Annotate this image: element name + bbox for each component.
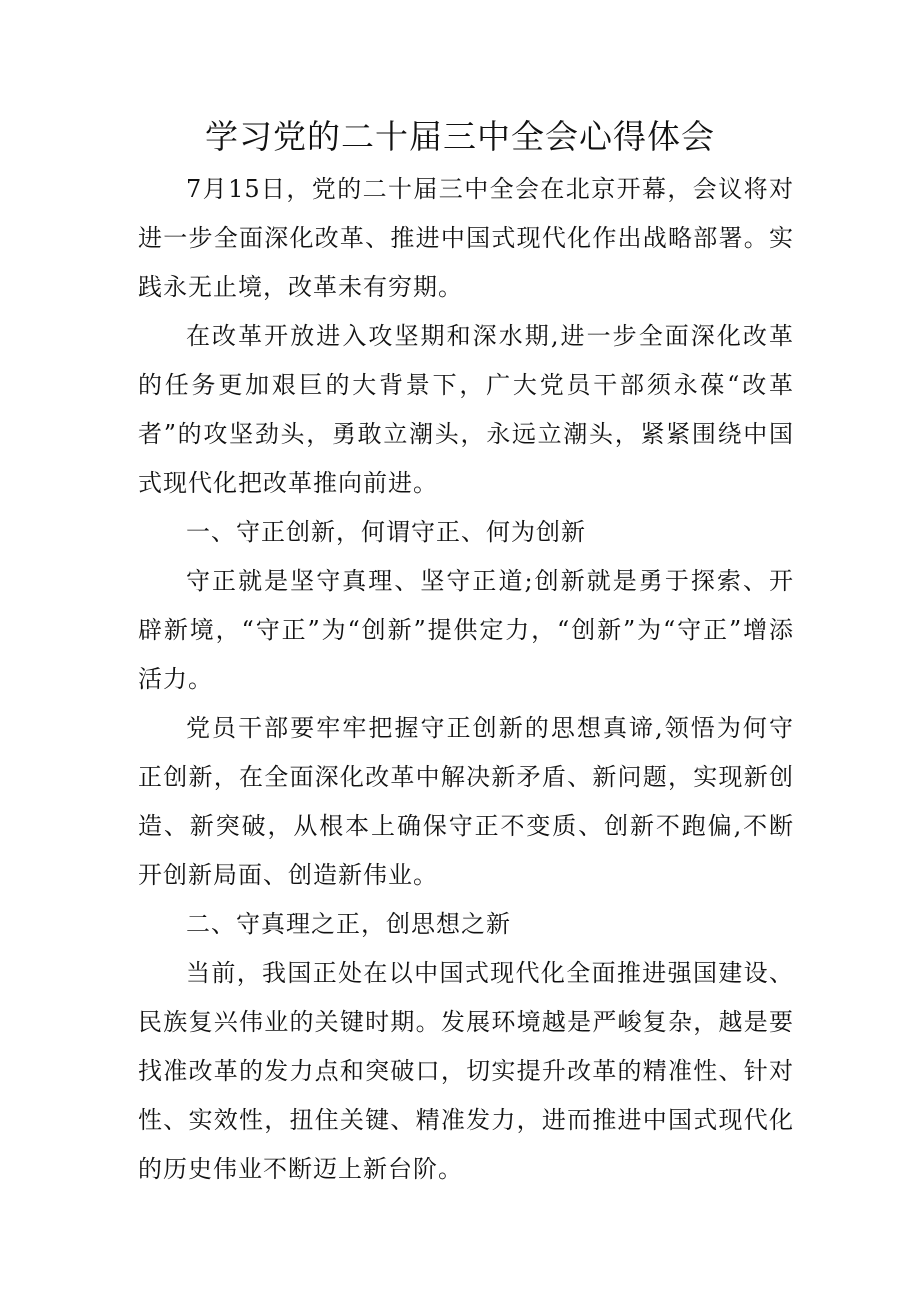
- document-body: [138, 165, 794, 1194]
- paragraph-intro: 7月15日，党的二十届三中全会在北京开幕，会议将对进一步全面深化改革、推进中国式现代化作出战略部署。实践永无止境，改革未有穷期。: [138, 175, 794, 301]
- section-heading-2: 二、守真理之正，创思想之新: [186, 910, 511, 938]
- paragraph-background: 在改革开放进入攻坚期和深水期,进一步全面深化改革的任务更加艰巨的大背景下，广大党员干部须永葆“改革者”的攻坚劲头，勇敢立潮头，永远立潮头，紧紧围绕中国式现代化把改革推向前进。: [138, 322, 794, 497]
- paragraph-current: 当前，我国正处在以中国式现代化全面推进强国建设、民族复兴伟业的关键时期。发展环境越是严峻复杂，越是要找准改革的发力点和突破口，切实提升改革的精准性、针对性、实效性，扭住关键、精准发力，进而推进中国式现代化的历史伟业不断迈上新台阶。: [138, 959, 794, 1183]
- document-title: 学习党的二十届三中全会心得体会: [205, 117, 715, 156]
- paragraph-definition: 守正就是坚守真理、坚守正道;创新就是勇于探索、开辟新境，“守正”为“创新”提供定力，“创新”为“守正”增添活力。: [138, 567, 794, 693]
- paragraph-cadres: 党员干部要牢牢把握守正创新的思想真谛,领悟为何守正创新，在全面深化改革中解决新矛盾、新问题，实现新创造、新突破，从根本上确保守正不变质、创新不跑偏,不断开创新局面、创造新伟业。: [138, 714, 794, 889]
- section-heading-1: 一、守正创新，何谓守正、何为创新: [186, 518, 586, 546]
